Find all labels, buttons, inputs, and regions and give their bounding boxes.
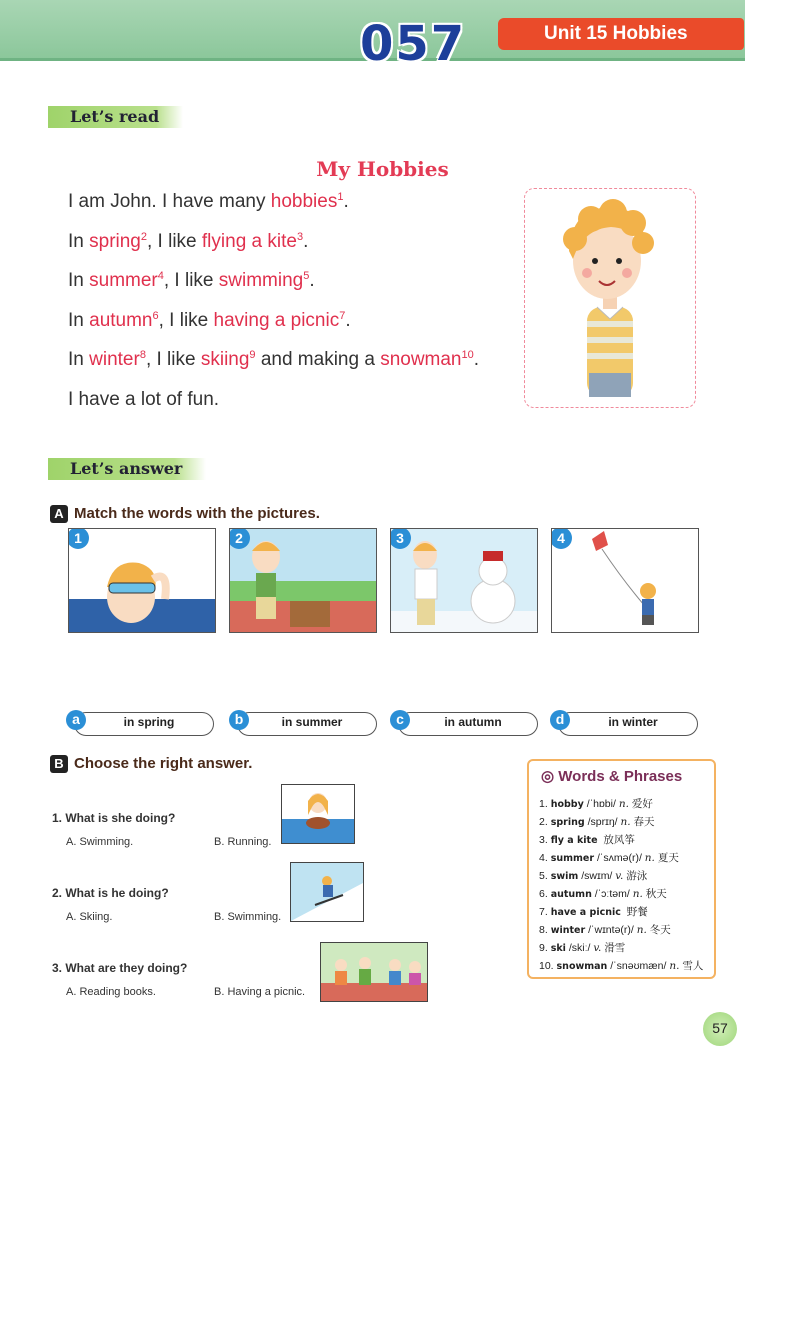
vocab-item: 1. hobby /ˈhɒbi/ n. 爱好: [539, 798, 653, 810]
question-3-picture: [320, 942, 428, 1002]
story-title: My Hobbies: [316, 157, 449, 181]
vocab-item: 10. snowman /ˈsnəʊmæn/ n. 雪人: [539, 960, 704, 972]
task-a-title: A Match the words with the pictures.: [50, 505, 320, 523]
option-text: in spring: [123, 715, 175, 729]
question-2-option-b[interactable]: B. Swimming.: [214, 911, 282, 923]
match-option-b[interactable]: [229, 710, 377, 736]
match-picture-2: [229, 528, 377, 633]
vocab-item: 5. swim /swɪm/ v. 游泳: [539, 870, 648, 882]
vocab-item: 2. spring /sprɪŋ/ n. 春天: [539, 816, 655, 828]
option-letter-badge: a: [66, 710, 86, 730]
story-line: In winter$^8$, I like skiing$^9$ and making a snowman$^{10}$.: [68, 349, 480, 370]
circle-bullet-icon: ◎: [541, 768, 559, 785]
page-number: 57: [703, 1012, 737, 1046]
option-letter-badge: c: [390, 710, 410, 730]
unit-title: Unit 15 Hobbies: [498, 18, 744, 50]
question-3-option-a[interactable]: A. Reading books.: [66, 986, 156, 998]
match-picture-1: [68, 528, 216, 633]
question-1-picture: [281, 784, 355, 844]
vocab-item: 6. autumn /ˈɔːtəm/ n. 秋天: [539, 888, 667, 900]
match-picture-4: [551, 528, 699, 633]
picture-number-badge: 3: [390, 528, 411, 549]
match-picture-3: [390, 528, 538, 633]
section-label-answer: Let’s answer: [48, 458, 206, 480]
section-label-read: Let’s read: [48, 106, 183, 128]
words-phrases-title: ◎ Words & Phrases: [541, 768, 683, 785]
story-line: In summer$^4$, I like swimming$^5$.: [68, 270, 315, 291]
words-phrases-box: [527, 759, 716, 979]
vocab-item: 9. ski /skiː/ v. 滑雪: [539, 942, 626, 954]
question-3-option-b[interactable]: B. Having a picnic.: [214, 986, 306, 998]
vocab-item: 3. fly a kite 放风筝: [539, 834, 635, 846]
question-1: 1. What is she doing?: [52, 811, 176, 825]
john-illustration: [524, 188, 696, 408]
story-line: I am John. I have many hobbies$^1$.: [68, 191, 349, 212]
match-option-c[interactable]: [390, 710, 538, 736]
vocab-item: 8. winter /ˈwɪntə(r)/ n. 冬天: [539, 924, 671, 936]
picture-number-badge: 2: [229, 528, 250, 549]
task-b-badge: B: [50, 755, 68, 773]
task-b-title: B Choose the right answer.: [50, 755, 252, 773]
task-a-badge: A: [50, 505, 68, 523]
story-line: In autumn$^6$, I like having a picnic$^7$.: [68, 310, 351, 331]
option-text: in summer: [281, 715, 343, 729]
option-letter-badge: b: [229, 710, 249, 730]
option-text: in autumn: [444, 715, 502, 729]
story-line: I have a lot of fun.: [68, 389, 220, 410]
question-2-picture: [290, 862, 364, 922]
question-2: 2. What is he doing?: [52, 886, 169, 900]
question-1-option-b[interactable]: B. Running.: [214, 836, 272, 848]
picture-number-badge: 4: [551, 528, 572, 549]
vocab-item: 4. summer /ˈsʌmə(r)/ n. 夏天: [539, 852, 679, 864]
story-line: In spring$^2$, I like flying a kite$^3$.: [68, 231, 309, 252]
question-2-option-a[interactable]: A. Skiing.: [66, 911, 113, 923]
vocab-item: 7. have a picnic 野餐: [539, 906, 648, 918]
match-option-a[interactable]: [66, 710, 214, 736]
lesson-number: 057: [360, 16, 467, 72]
question-1-option-a[interactable]: A. Swimming.: [66, 836, 134, 848]
option-text: in winter: [608, 715, 658, 729]
picture-number-badge: 1: [68, 528, 89, 549]
match-option-d[interactable]: [550, 710, 698, 736]
option-letter-badge: d: [550, 710, 570, 730]
question-3: 3. What are they doing?: [52, 961, 188, 975]
